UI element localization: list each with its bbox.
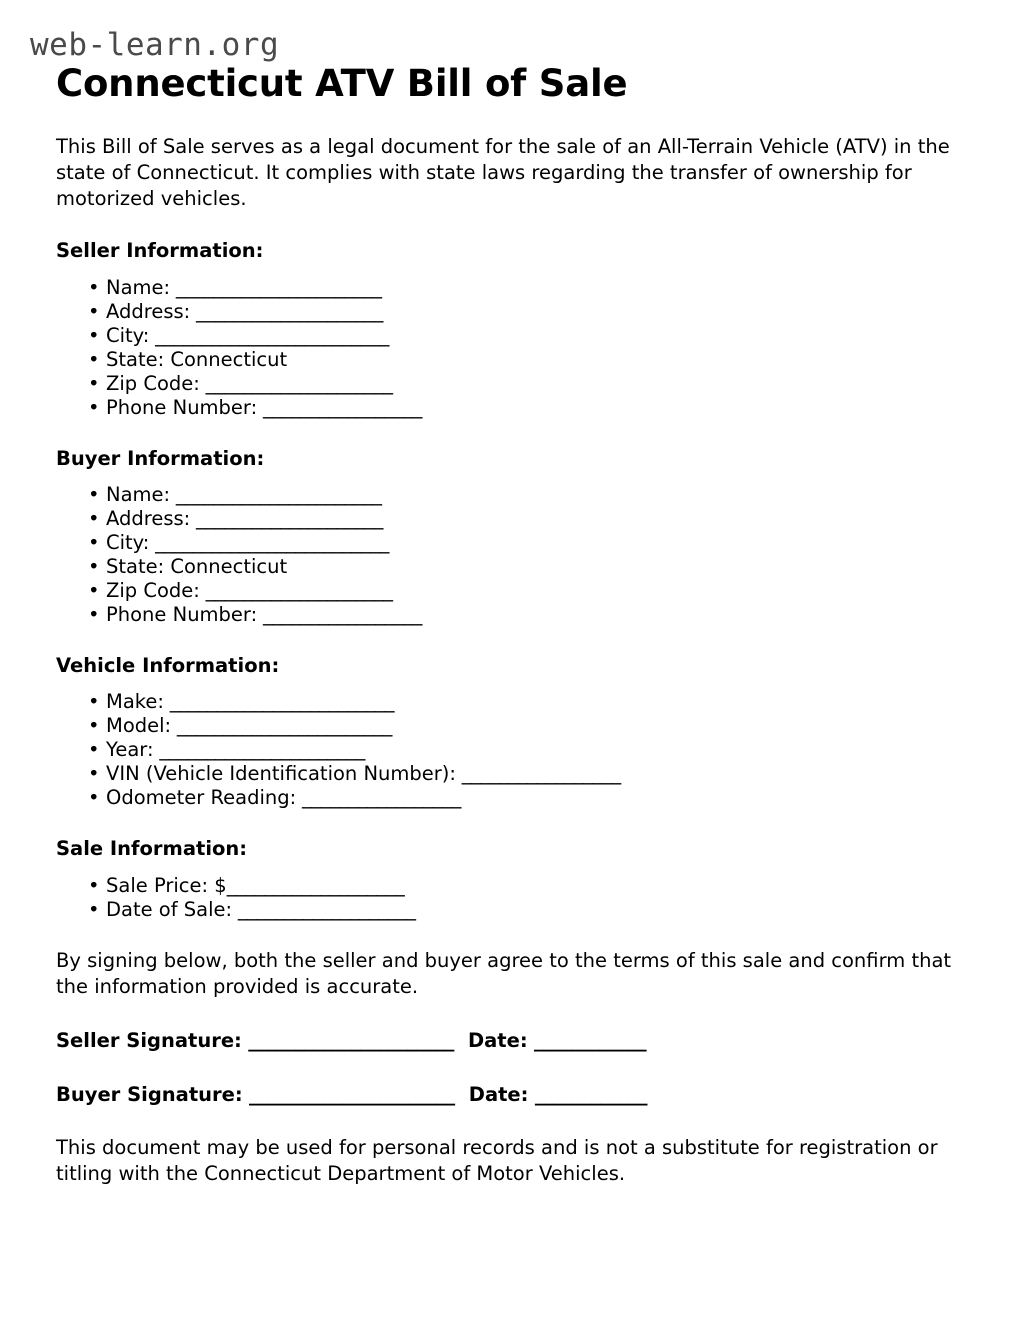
vehicle-field-list xyxy=(56,690,969,810)
field-label: Date of Sale: xyxy=(106,897,233,921)
buyer-signature-label: Buyer Signature: xyxy=(56,1082,243,1106)
seller-signature-label: Seller Signature: xyxy=(56,1029,242,1053)
page-title: Connecticut ATV Bill of Sale xyxy=(56,62,628,105)
list-item xyxy=(88,898,969,922)
field-blank[interactable]: ____________________ xyxy=(190,299,384,323)
field-label: Model: xyxy=(106,714,172,738)
list-item xyxy=(88,714,969,738)
field-blank[interactable]: ____________________ xyxy=(190,507,384,531)
list-item xyxy=(88,372,969,396)
section-heading-buyer: Buyer Information: xyxy=(56,446,265,470)
seller-signature-line[interactable]: ______________________ xyxy=(241,1029,454,1053)
field-label: Zip Code: xyxy=(106,579,200,603)
list-item xyxy=(88,786,969,810)
field-label: Year: xyxy=(106,738,154,762)
field-label: Name: xyxy=(106,275,171,299)
field-blank[interactable]: ______________________ xyxy=(153,738,366,762)
field-label: City: xyxy=(106,531,150,555)
field-blank[interactable]: ________________________ xyxy=(163,690,395,714)
field-blank[interactable]: _________________________ xyxy=(149,323,389,347)
field-value: Connecticut xyxy=(164,347,288,371)
list-item xyxy=(88,324,969,348)
field-label: State: xyxy=(106,347,165,371)
field-label: Name: xyxy=(106,483,171,507)
field-blank[interactable]: _________________________ xyxy=(149,531,389,555)
field-blank[interactable]: _________________ xyxy=(257,603,422,626)
site-logo: web-learn.org xyxy=(30,27,280,63)
field-label: Phone Number: xyxy=(106,395,258,419)
field-blank[interactable]: ______________________ xyxy=(170,483,382,507)
field-label: City: xyxy=(106,323,150,347)
seller-date-label: Date: xyxy=(467,1029,528,1053)
field-label: Zip Code: xyxy=(106,371,200,395)
buyer-date-label: Date: xyxy=(468,1082,529,1106)
field-blank[interactable]: ____________________ xyxy=(199,579,393,603)
list-item xyxy=(88,579,969,603)
list-item xyxy=(88,531,969,555)
field-blank[interactable]: _______________________ xyxy=(171,714,392,738)
field-label: VIN (Vehicle Identification Number): xyxy=(106,762,456,786)
list-item xyxy=(88,483,969,507)
field-label: Make: xyxy=(106,690,164,714)
sale-field-list xyxy=(56,874,969,922)
list-item xyxy=(88,762,969,786)
field-label: State: xyxy=(106,555,165,579)
field-label: Address: xyxy=(106,507,191,531)
section-heading-vehicle: Vehicle Information: xyxy=(56,653,280,677)
agreement-paragraph: By signing below, both the seller and buyer agree to the terms of this sale and confirm that the information provided is accurate. xyxy=(56,948,952,998)
list-item xyxy=(88,276,969,300)
buyer-date-line[interactable]: ____________ xyxy=(528,1082,648,1106)
field-blank[interactable]: ____________________ xyxy=(199,371,393,395)
field-label: Odometer Reading: xyxy=(106,786,297,810)
list-item xyxy=(88,555,969,579)
seller-field-list xyxy=(56,276,969,420)
field-value: Connecticut xyxy=(164,555,288,579)
seller-date-line[interactable]: ____________ xyxy=(527,1029,647,1053)
field-blank[interactable]: _________________ xyxy=(455,762,621,786)
section-heading-sale: Sale Information: xyxy=(56,837,248,861)
field-blank[interactable]: _________________ xyxy=(257,395,422,419)
section-heading-seller: Seller Information: xyxy=(56,239,264,263)
list-item xyxy=(88,603,969,627)
buyer-field-list xyxy=(56,483,969,627)
buyer-signature-line[interactable]: ______________________ xyxy=(242,1082,455,1106)
list-item xyxy=(88,396,969,420)
seller-signature-row xyxy=(56,1028,969,1053)
field-blank[interactable]: ___________________ xyxy=(232,897,416,921)
field-label: Address: xyxy=(106,299,191,323)
field-blank[interactable]: ______________________ xyxy=(170,275,382,299)
field-blank[interactable]: ___________________ xyxy=(226,873,405,897)
intro-paragraph: This Bill of Sale serves as a legal document for the sale of an All-Terrain Vehicle (ATV) in the state of Connecticut. It complies with state laws regarding the transfer of ownership for motorized vehicles. xyxy=(56,134,950,211)
disclaimer-paragraph: This document may be used for personal records and is not a substitute for registration or titling with the Connecticut Department of Motor Vehicles. xyxy=(56,1135,938,1186)
field-blank[interactable]: _________________ xyxy=(296,786,461,810)
field-label: Phone Number: xyxy=(106,603,258,626)
list-item xyxy=(88,874,969,898)
field-label: Sale Price: $ xyxy=(106,873,227,897)
list-item xyxy=(88,690,969,714)
list-item xyxy=(88,348,969,372)
list-item xyxy=(88,738,969,762)
list-item xyxy=(88,507,969,531)
buyer-signature-row xyxy=(56,1082,969,1107)
list-item xyxy=(88,300,969,324)
